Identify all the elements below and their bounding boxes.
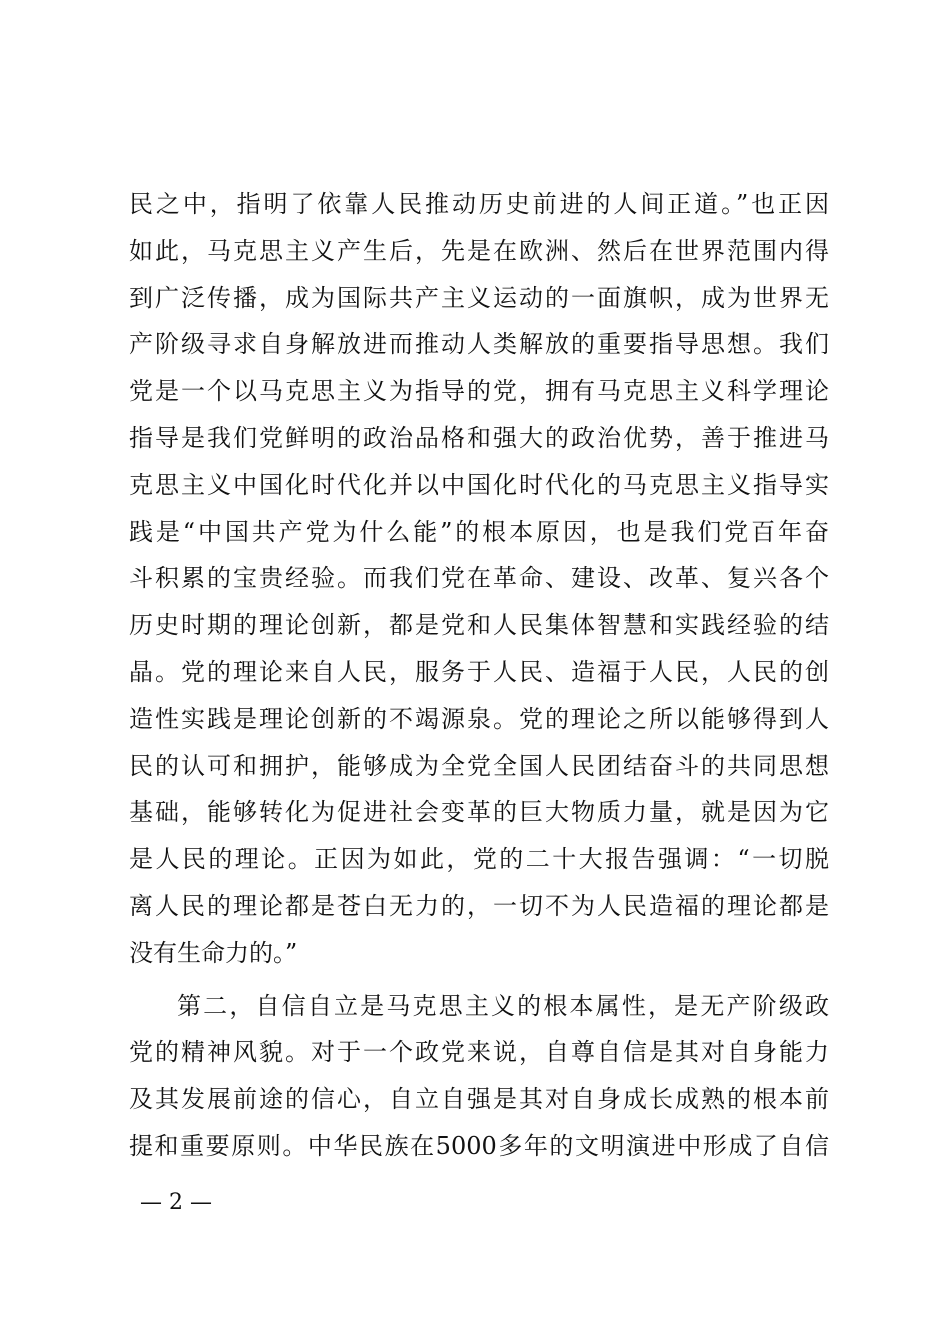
text-line: 斗积累的宝贵经验。而我们党在革命、建设、改革、复兴各个 [129, 564, 829, 593]
text-line: 践是“中国共产党为什么能”的根本原因，也是我们党百年奋 [129, 517, 829, 546]
text-line: 及其发展前途的信心，自立自强是其对自身成长成熟的根本前 [129, 1085, 829, 1114]
text-line: 基础，能够转化为促进社会变革的巨大物质力量，就是因为它 [129, 798, 829, 827]
text-line: 历史时期的理论创新，都是党和人民集体智慧和实践经验的结 [129, 611, 829, 640]
text-line: 党的精神风貌。对于一个政党来说，自尊自信是其对自身能力 [129, 1038, 829, 1067]
body-text [129, 181, 829, 1170]
text-line: 党是一个以马克思主义为指导的党，拥有马克思主义科学理论 [129, 377, 829, 406]
text-line: 民的认可和拥护，能够成为全党全国人民团结奋斗的共同思想 [129, 751, 829, 780]
text-line: 晶。党的理论来自人民，服务于人民、造福于人民，人民的创 [129, 657, 829, 686]
paragraph-first-line: 第二，自信自立是马克思主义的根本属性，是无产阶级政 [177, 991, 829, 1020]
text-line: 是人民的理论。正因为如此，党的二十大报告强调：“一切脱 [129, 845, 829, 874]
text-line: 离人民的理论都是苍白无力的，一切不为人民造福的理论都是 [129, 891, 829, 920]
text-line: 指导是我们党鲜明的政治品格和强大的政治优势，善于推进马 [129, 423, 829, 452]
page-number: — 2 — [140, 1190, 212, 1215]
text-line: 到广泛传播，成为国际共产主义运动的一面旗帜，成为世界无 [129, 283, 829, 312]
text-line: 克思主义中国化时代化并以中国化时代化的马克思主义指导实 [129, 470, 829, 499]
text-line: 产阶级寻求自身解放进而推动人类解放的重要指导思想。我们 [129, 330, 829, 359]
paragraph-end-line: 没有生命力的。” [129, 938, 298, 967]
text-line: 造性实践是理论创新的不竭源泉。党的理论之所以能够得到人 [129, 704, 829, 733]
text-line: 提和重要原则。中华民族在5000多年的文明演进中形成了自信 [129, 1131, 829, 1160]
text-line: 如此，马克思主义产生后，先是在欧洲、然后在世界范围内得 [129, 236, 829, 265]
text-line: 民之中，指明了依靠人民推动历史前进的人间正道。”也正因 [129, 190, 829, 218]
